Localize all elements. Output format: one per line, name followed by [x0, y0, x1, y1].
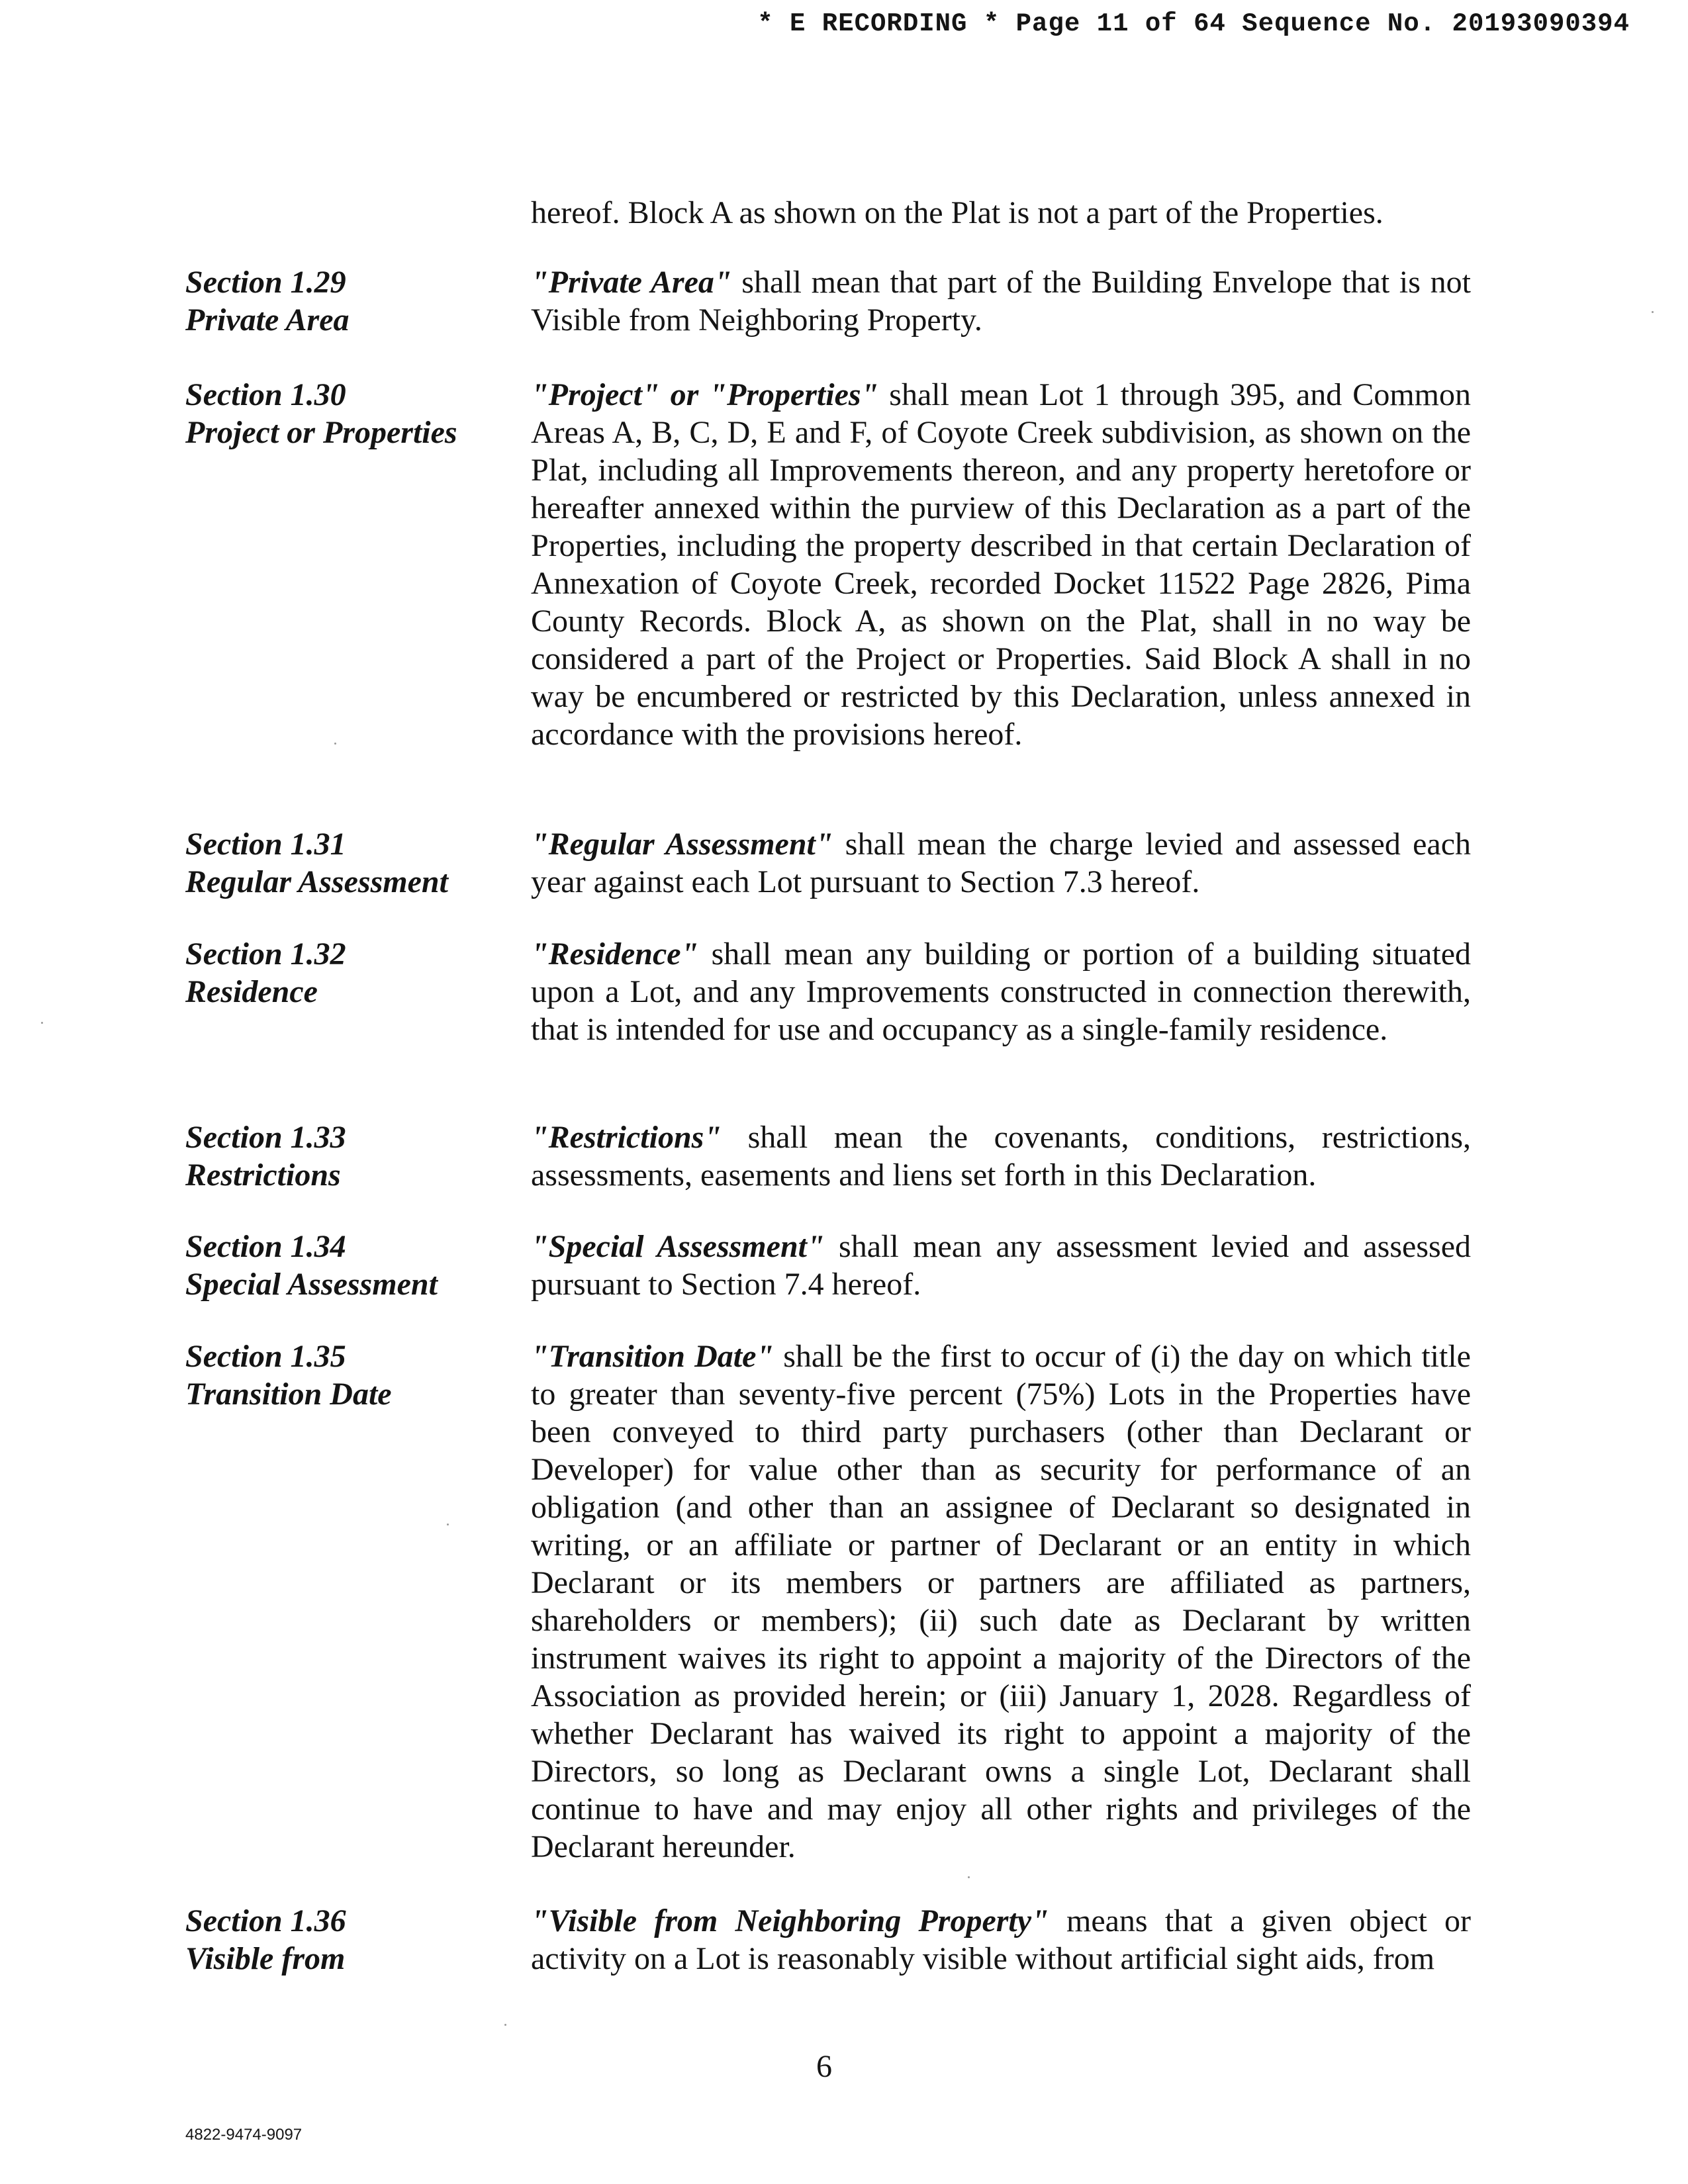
definition-text: shall mean that part of the Building Envelope that is not Visible from Neighboring Property. — [531, 265, 1471, 338]
section-body — [531, 376, 1471, 753]
definition-text: shall mean any assessment levied and assessed pursuant to Section 7.4 hereof. — [531, 1229, 1471, 1302]
section-number: Section 1.36 — [185, 1903, 346, 1938]
definition-text: shall mean any building or portion of a building situated upon a Lot, and any Improvements constructed in connection therewith, that is intended for use and occupancy as a single-family residence. — [531, 936, 1471, 1047]
page-number: 6 — [816, 2049, 832, 2084]
section-body — [531, 1338, 1471, 1866]
defined-term: "Visible from Neighboring Property" — [531, 1903, 1049, 1938]
scan-speck — [447, 1524, 449, 1525]
section-label — [185, 1228, 503, 1303]
section-body — [531, 825, 1471, 901]
section-body — [531, 1118, 1471, 1194]
definition-text: shall mean the covenants, conditions, restrictions, assessments, easements and liens set forth in this Declaration. — [531, 1120, 1471, 1193]
section-body — [531, 1228, 1471, 1303]
section-body — [531, 263, 1471, 339]
section-title: Regular Assessment — [185, 864, 448, 899]
section-label — [185, 1338, 503, 1413]
section-body — [531, 935, 1471, 1048]
defined-term: "Transition Date" — [531, 1339, 774, 1374]
scan-speck — [334, 743, 336, 745]
scan-speck — [1652, 311, 1654, 313]
section-number: Section 1.29 — [185, 265, 346, 300]
section-title: Visible from — [185, 1941, 346, 1976]
section-body — [531, 1902, 1471, 1978]
section-number: Section 1.33 — [185, 1120, 346, 1155]
section-title: Private Area — [185, 302, 350, 338]
scan-speck — [41, 1022, 43, 1024]
document-number: 4822-9474-9097 — [185, 2126, 303, 2144]
section-title: Restrictions — [185, 1158, 341, 1193]
definition-text: shall mean the charge levied and assessed each year against each Lot pursuant to Section 7.3 hereof. — [531, 827, 1472, 899]
defined-term: "Private Area" — [531, 265, 732, 300]
defined-term: "Restrictions" — [531, 1120, 722, 1155]
section-number: Section 1.30 — [185, 377, 346, 412]
section-label — [185, 1902, 503, 1978]
section-title: Residence — [185, 974, 318, 1009]
section-title: Special Assessment — [185, 1267, 438, 1302]
definition-text: shall be the first to occur of (i) the day on which title to greater than seventy-five percent (75%) Lots in the Properties have been conveyed to third party purchasers (other than Declarant or Developer) for value other than as security for performance of an obligation (and other than an assignee of Declarant so designated in writing, or an affiliate or partner of Declarant or an entity in which Declarant or its members or partners are affiliated as partners, shareholders or members); (ii) such date as Declarant by written instrument waives its right to appoint a majority of the Directors of the Association as provided herein; or (iii) January 1, 2028. Regardless of whether Declarant has waived its right to appoint a majority of the Directors, so long as Declarant owns a single Lot, Declarant shall continue to have and may enjoy all other rights and privileges of the Declarant hereunder. — [531, 1339, 1471, 1864]
defined-term: "Regular Assessment" — [531, 827, 833, 862]
scan-speck — [504, 2024, 506, 2026]
section-label — [185, 935, 503, 1011]
definition-text: shall mean Lot 1 through 395, and Common Areas A, B, C, D, E and F, of Coyote Creek subdivision, as shown on the Plat, including all Improvements thereon, and any property heretofore or hereafter annexed within the purview of this Declaration as a part of the Properties, including the property described in that certain Declaration of Annexation of Coyote Creek, recorded Docket 11522 Page 2826, Pima County Records. Block A, as shown on the Plat, shall in no way be considered a part of the Project or Properties. Said Block A shall in no way be encumbered or restricted by this Declaration, unless annexed in accordance with the provisions hereof. — [531, 377, 1471, 752]
section-label — [185, 1118, 503, 1194]
recording-header: * E RECORDING * Page 11 of 64 Sequence No. 20193090394 — [757, 9, 1630, 38]
section-label — [185, 376, 503, 451]
defined-term: "Residence" — [531, 936, 699, 972]
intro-line: hereof. Block A as shown on the Plat is not a part of the Properties. — [531, 195, 1383, 230]
section-number: Section 1.35 — [185, 1339, 346, 1374]
defined-term: "Project" or "Properties" — [531, 377, 879, 412]
defined-term: "Special Assessment" — [531, 1229, 825, 1264]
section-title: Transition Date — [185, 1377, 392, 1412]
section-title: Project or Properties — [185, 415, 457, 450]
section-number: Section 1.31 — [185, 827, 346, 862]
scan-speck — [968, 1876, 970, 1878]
section-label — [185, 825, 503, 901]
section-label — [185, 263, 503, 339]
definition-text: means that a given object or activity on a Lot is reasonably visible without artificial sight aids, from — [531, 1903, 1472, 1976]
section-number: Section 1.32 — [185, 936, 346, 972]
section-number: Section 1.34 — [185, 1229, 346, 1264]
